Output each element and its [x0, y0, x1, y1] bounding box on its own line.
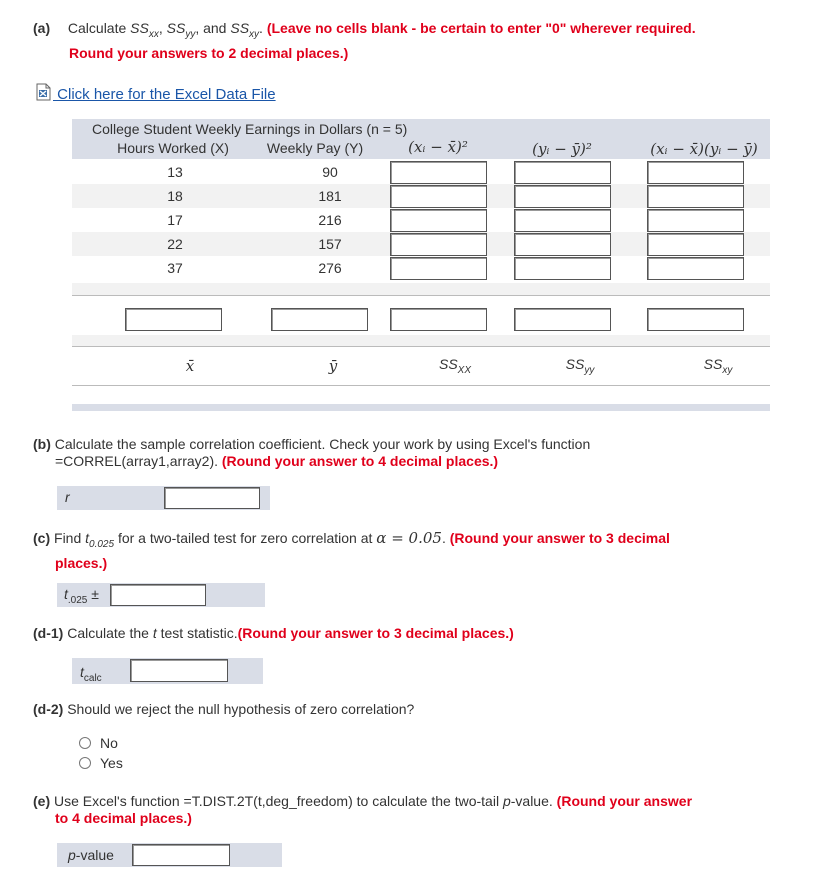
part-b-instruction: (Round your answer to 4 decimal places.): [221, 453, 499, 469]
footer-xbar: x̄: [185, 357, 195, 375]
hours-cell: 22: [167, 236, 183, 252]
dxdy-input-3[interactable]: [647, 209, 744, 232]
part-e-label: (e): [33, 793, 51, 809]
p-value-input[interactable]: [132, 844, 230, 866]
footer-ssxy: $SS_{xy}$: [703, 356, 733, 376]
t-calc-label: $t_{calc}$: [80, 664, 102, 684]
col-header-pay: Weekly Pay (Y): [266, 140, 364, 156]
part-b-label: (b): [33, 436, 51, 452]
col-header-dxdy: (xᵢ − x̄)(yᵢ − ȳ): [650, 140, 758, 158]
t-crit-input[interactable]: [110, 584, 206, 606]
ssyy-input[interactable]: [514, 308, 611, 331]
table-caption: College Student Weekly Earnings in Dollars (n = 5): [92, 121, 408, 137]
ss-xy-label: $SS_{xy}$: [230, 20, 260, 40]
t-calc-input[interactable]: [130, 659, 228, 682]
ssxy-input[interactable]: [647, 308, 744, 331]
dy2-input-5[interactable]: [514, 257, 611, 280]
part-a-prompt: (a) Calculate $SS_{xx}$, $SS_{yy}$, and $SS_{xy}$. (Leave no cells blank - be certain to enter "0" wherever required. Round your answers to 2 decimal places.): [33, 19, 793, 63]
dy2-input-1[interactable]: [514, 161, 611, 184]
footer-ssyy: $SS_{yy}$: [565, 356, 595, 376]
part-d2-label: (d-2): [33, 701, 64, 717]
footer-ybar: ȳ: [328, 357, 338, 375]
dy2-input-4[interactable]: [514, 233, 611, 256]
dx2-input-1[interactable]: [390, 161, 487, 184]
excel-link-row[interactable]: [35, 83, 276, 105]
pay-cell: 157: [318, 236, 342, 252]
dx2-input-3[interactable]: [390, 209, 487, 232]
dxdy-input-2[interactable]: [647, 185, 744, 208]
dy2-input-3[interactable]: [514, 209, 611, 232]
dx2-input-5[interactable]: [390, 257, 487, 280]
col-header-dy2: (yᵢ − ȳ)²: [532, 140, 592, 158]
part-d2-prompt: (d-2) Should we reject the null hypothesis of zero correlation?: [33, 701, 415, 717]
xbar-input[interactable]: [125, 308, 222, 331]
part-b-prompt: [33, 436, 793, 470]
radio-yes-label[interactable]: Yes: [100, 755, 123, 771]
dy2-input-2[interactable]: [514, 185, 611, 208]
ss-yy-label: $SS_{yy}$: [166, 20, 196, 40]
hours-cell: 37: [167, 260, 183, 276]
excel-data-file-link[interactable]: Click here for the Excel Data File: [53, 86, 276, 103]
part-c-instruction-1: (Round your answer to 3 decimal: [449, 530, 670, 546]
pay-cell: 276: [318, 260, 342, 276]
part-c-prompt: (c) Find $t_{0.025}$ for a two-tailed test for zero correlation at α = 0.05. (Round your answer to 3 decimal places.): [33, 529, 803, 572]
part-a-instruction-2: Round your answers to 2 decimal places.): [69, 44, 349, 61]
hours-cell: 17: [167, 212, 183, 228]
pay-cell: 181: [318, 188, 342, 204]
ybar-input[interactable]: [271, 308, 368, 331]
radio-no[interactable]: [79, 737, 91, 749]
r-input[interactable]: [164, 487, 260, 509]
part-a-instruction-1: (Leave no cells blank - be certain to enter "0" wherever required.: [266, 20, 696, 36]
dx2-input-4[interactable]: [390, 233, 487, 256]
part-c-label: (c): [33, 530, 51, 546]
radio-yes[interactable]: [79, 757, 91, 769]
ssxx-input[interactable]: [390, 308, 487, 331]
part-b-text-2: =CORREL(array1,array2).: [55, 453, 222, 469]
table-divider-2: [72, 335, 770, 347]
part-a-label: (a): [33, 20, 51, 36]
dx2-input-2[interactable]: [390, 185, 487, 208]
hours-cell: 18: [167, 188, 183, 204]
p-value-label: p-value: [68, 847, 114, 863]
r-label: r: [65, 489, 70, 505]
footer-ssxx: $SS_{XX}$: [438, 356, 472, 376]
dxdy-input-1[interactable]: [647, 161, 744, 184]
dxdy-input-4[interactable]: [647, 233, 744, 256]
part-e-instruction-2: to 4 decimal places.): [55, 810, 192, 826]
dxdy-input-5[interactable]: [647, 257, 744, 280]
part-b-text-1: Calculate the sample correlation coefficient. Check your work by using Excel's function: [50, 436, 591, 452]
table-divider: [72, 283, 770, 296]
col-header-dx2: (xᵢ − x̄)²: [408, 138, 468, 156]
part-d1-label: (d-1): [33, 625, 64, 641]
part-e-prompt: (e) Use Excel's function =T.DIST.2T(t,deg_freedom) to calculate the two-tail p-value. (Round your answer to 4 decimal places.): [33, 793, 803, 827]
table-divider-3: [72, 385, 770, 386]
col-header-hours: Hours Worked (X): [117, 140, 229, 156]
excel-file-icon: [35, 83, 53, 105]
part-e-instruction-1: (Round your answer: [556, 793, 693, 809]
ss-xx-label: $SS_{xx}$: [130, 20, 159, 40]
part-d1-instruction: (Round your answer to 3 decimal places.): [237, 625, 514, 641]
table-bottom-bar: [72, 404, 770, 411]
radio-no-label[interactable]: No: [100, 735, 118, 751]
pay-cell: 90: [322, 164, 338, 180]
t-critical-symbol: $t_{0.025}$: [85, 530, 115, 550]
pay-cell: 216: [318, 212, 342, 228]
part-d1-prompt: (d-1) Calculate the t test statistic.(Round your answer to 3 decimal places.): [33, 625, 514, 641]
hours-cell: 13: [167, 164, 183, 180]
part-a-text: Calculate: [67, 20, 131, 36]
part-c-instruction-2: places.): [55, 554, 108, 571]
t-crit-label: $t_{.025}$ ±: [64, 586, 99, 606]
alpha-expression: α = 0.05: [376, 529, 442, 547]
